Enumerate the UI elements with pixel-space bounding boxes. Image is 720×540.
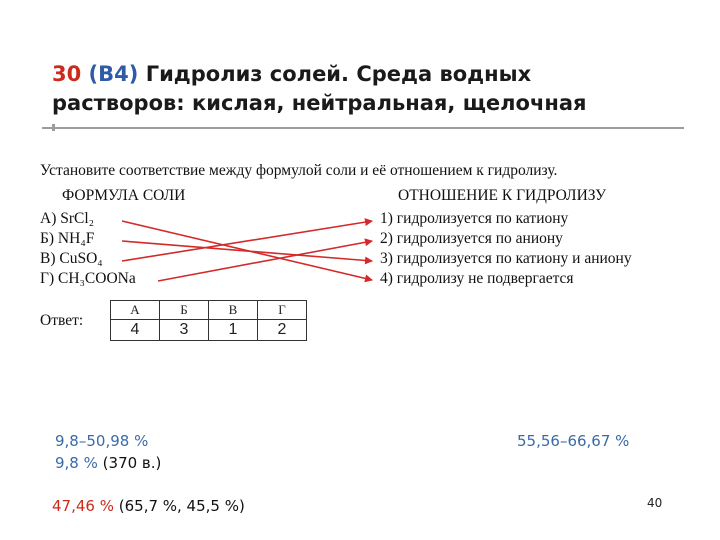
task-number: 30	[52, 62, 82, 86]
relation-1: 1) гидролизуется по катиону	[380, 210, 569, 227]
answer-table	[110, 300, 307, 341]
answer-label: Ответ:	[40, 312, 84, 329]
page-number: 40	[647, 496, 663, 510]
title-line-1: Гидролиз солей. Среда водных	[145, 62, 532, 86]
stat-single	[55, 454, 161, 472]
stat-range-b: 55,56–66,67 %	[517, 432, 630, 450]
relation-header: ОТНОШЕНИЕ К ГИДРОЛИЗУ	[398, 187, 607, 204]
answer-header-d: Г	[258, 301, 307, 320]
formula-a: А) SrCl₂	[40, 210, 95, 227]
title-line-2: растворов: кислая, нейтральная, щелочная	[52, 91, 587, 115]
relation-2: 2) гидролизуется по аниону	[380, 230, 563, 247]
relation-3: 3) гидролизуется по катиону и аниону	[380, 250, 632, 267]
formula-header: ФОРМУЛА СОЛИ	[62, 187, 186, 204]
stat-range-a: 9,8–50,98 %	[55, 432, 149, 450]
answer-header-c: В	[209, 301, 258, 320]
stat-bottom-note: (65,7 %, 45,5 %)	[118, 497, 245, 515]
task-instruction: Установите соответствие между формулой соли и её отношением к гидролизу.	[40, 162, 558, 179]
answer-value-a: 4	[111, 320, 160, 341]
arrow-b-to-3	[122, 241, 372, 261]
formula-b: Б) NH₄F	[40, 230, 95, 247]
answer-value-c: 1	[209, 320, 258, 341]
stat-single-note: (370 в.)	[102, 454, 162, 472]
answer-header-a: А	[111, 301, 160, 320]
formula-d: Г) CH₃COONa	[40, 270, 136, 287]
arrow-c-to-1	[122, 221, 372, 261]
stat-bottom-value: 47,46 %	[52, 497, 114, 515]
relation-4: 4) гидролизу не подвергается	[380, 270, 574, 287]
stat-bottom	[52, 497, 245, 515]
answer-header-b: Б	[160, 301, 209, 320]
answer-value-b: 3	[160, 320, 209, 341]
formula-c: В) CuSO₄	[40, 250, 103, 267]
task-code: (В4)	[88, 62, 139, 86]
stat-single-value: 9,8 %	[55, 454, 98, 472]
answer-value-d: 2	[258, 320, 307, 341]
